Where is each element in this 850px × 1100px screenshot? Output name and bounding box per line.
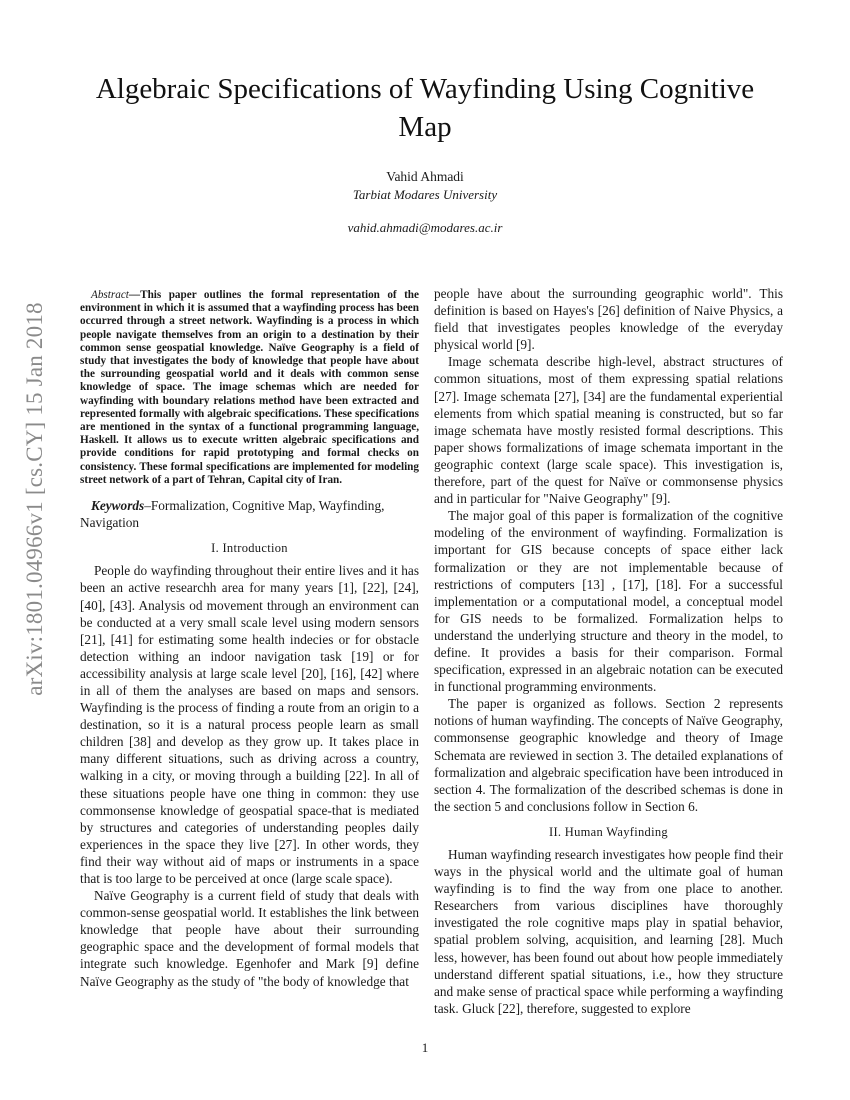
- author-email[interactable]: vahid.ahmadi@modares.ac.ir: [347, 220, 503, 235]
- paragraph: people have about the surrounding geographic world". This definition is based on Hayes's [26] definition of Naive Physics, a field that investigates peoples knowledge of the everyday physical world [9].: [434, 286, 783, 353]
- keywords-text: –Formalization, Cognitive Map, Wayfinding, Navigation: [80, 498, 385, 531]
- author-affiliation: Tarbiat Modares University: [352, 187, 498, 202]
- paper-title: Algebraic Specifications of Wayfinding Using Cognitive Map: [95, 73, 755, 143]
- keywords-label: Keywords: [91, 498, 145, 514]
- author-name: Vahid Ahmadi: [386, 169, 464, 184]
- abstract: [80, 289, 419, 487]
- paragraph: Image schemata describe high-level, abstract structures of common situations, most of them expressing spatial relations [27]. Image schemata [27], [34] are the fundamental experiential elements from which spatial meaning is constructed, but so far image schemata have mostly resisted formal descriptions. This paper shows formalizations of image schemata important in the geographic context (large scale space). This investigation is, therefore, part of the quest for Naïve or commonsense physics and in particular for "Naive Geography" [9].: [434, 354, 783, 507]
- paragraph: People do wayfinding throughout their entire lives and it has been an active researchh area for many years [1], [22], [24], [40], [43]. Analysis od movement through an environment can be conducted at a very small scale level using modern sensors [21], [41] for estimating some health indecies or for obstacle detection withing an indoor navigation task [19] or for accessibility analysis at large scale level [20], [16], [42] where in all of them the analyses are based on maps and sensors. Wayfinding is the process of finding a route from an origin to a destination, so it is a natural process people learn as small children [38] and develop as they grow up. It takes place in many different situations, such as driving across a country, walking in a city, or moving through a building [22]. In all of these situations people have one thing in common: they use commonsense knowledge of geospatial space-that is mediated by structures and categories of understanding peoples daily experiences in the space they live [27]. In other words, they find their way without aid of maps or instruments in a space that is too large to be perceived at once (large scale space).: [80, 563, 419, 887]
- left-column: [80, 285, 419, 990]
- paragraph: Naïve Geography is a current field of study that deals with common-sense geospatial world. It establishes the link between knowledge that people have about their surrounding geographic space and the development of formal models that integrate such knowledge. Egenhofer and Mark [9] define Naïve Geography as the study of "the body of knowledge that: [80, 888, 419, 989]
- paragraph: The paper is organized as follows. Section 2 represents notions of human wayfinding. The concepts of Naïve Geography, commonsense geographic knowledge and theory of Image Schemata are reviewed in section 3. The detailed explanations of formalization and algebraic specification have been introduced in section 4. The formalization of the described schemas is done in the section 5 and conclusions follow in Section 6.: [434, 696, 783, 814]
- section-heading-introduction: I. Introduction: [211, 541, 288, 556]
- right-column: [434, 285, 783, 1017]
- arxiv-identifier[interactable]: arXiv:1801.04966v1 [cs.CY] 15 Jan 2018: [22, 302, 47, 696]
- paragraph: The major goal of this paper is formalization of the cognitive modeling of the environment of wayfinding. Formalization is important for GIS because concepts of space either lack formalization or they are not implementable because of restrictions of computers [13] , [17], [18]. For a successful implementation or a computational model, a conceptual model for GIS needs to be formalized. Formalization helps to understand the underlying structure and theory in the model, to define. It provides a basis for their comparison. Formal specification, expressed in an algebraic notation can be executed in functional programming environments.: [434, 508, 783, 695]
- paragraph: Human wayfinding research investigates how people find their ways in the physical world and the ultimate goal of human wayfinding is to find the way from one place to another. Researchers from various disciplines have thoroughly investigated the role cognitive maps play in spatial behavior, spatial problem solving, acquisition, and learning [28]. Much less, however, has been found out about how people immediately understand different spatial situations, i.e., how they structure and make sense of practical space while performing a wayfinding task. Gluck [22], therefore, suggested to explore: [434, 847, 783, 1016]
- page-number: 1: [421, 1040, 429, 1055]
- abstract-label: Abstract: [91, 289, 129, 301]
- abstract-text: —This paper outlines the formal representation of the environment in which it is assumed that a wayfinding process has been occurred through a street network. Wayfinding is a process in which people navigate themselves from an origin to a destination by their common sense geospatial knowledge. Naïve Geography is a field of study that investigates the body of knowledge that people have about the surrounding geospatial world and it deals with common sense knowledge of space. The image schemas which are needed for wayfinding with boundary relations method have been extracted and represented formally with algebraic specifications. These specifications are mentioned in the syntax of a functional programming language, Haskell. It allows us to execute written algebraic specifications and provide conditions for rapid prototyping and formal checks on consistency. These formal specifications are implemented for modeling street network of a part of Tehran, Capital city of Iran.: [80, 289, 419, 486]
- section-heading-human-wayfinding: II. Human Wayfinding: [549, 824, 668, 839]
- keywords: [80, 497, 419, 531]
- arxiv-stamp: [6, 300, 64, 698]
